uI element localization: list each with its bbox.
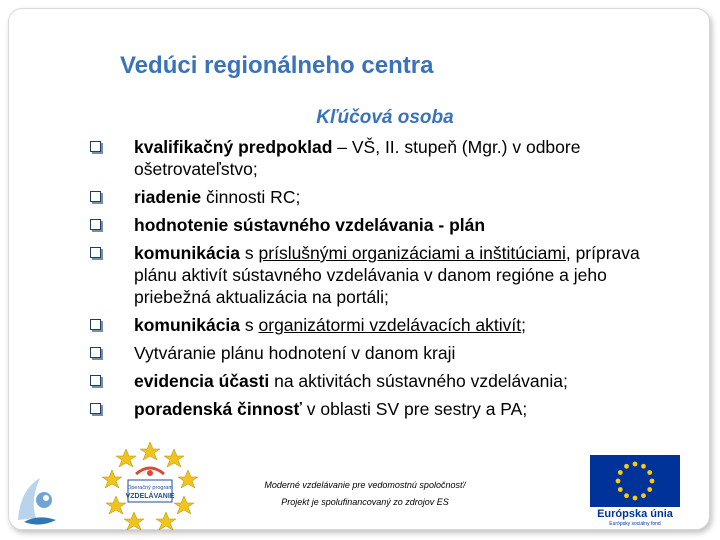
bullet-underlined-text: organizátormi vzdelávacích aktivít (258, 315, 522, 335)
bullet-item (90, 186, 670, 208)
checkbox-bullet-icon (90, 191, 101, 202)
bullet-underlined-text: príslušnými organizáciami a inštitúciami (258, 243, 566, 263)
checkbox-bullet-icon (90, 141, 101, 152)
bullet-bold-text: riadenie (134, 187, 202, 207)
bullet-text: na aktivitách sústavného vzdelávania; (269, 371, 568, 391)
bullet-item (90, 214, 670, 236)
bullet-item (90, 342, 670, 364)
bullet-bold-text: komunikácia (134, 243, 241, 263)
bullet-item (90, 242, 670, 308)
bullet-list (90, 136, 670, 426)
bullet-text: – VŠ, II. stupeň (Mgr.) v odbore ošetrovateľstvo; (134, 137, 581, 179)
checkbox-bullet-icon (90, 319, 101, 330)
bullet-item (90, 370, 670, 392)
bullet-text: činnosti RC; (201, 187, 301, 207)
eu-stars (616, 462, 655, 501)
footer-text-line1: Moderné vzdelávanie pre vedomostnú spoločnosť/ (264, 480, 466, 490)
checkbox-bullet-icon (90, 403, 101, 414)
bullet-bold-text: poradenská činnosť (134, 399, 302, 419)
footer-text-line2: Projekt je spolufinancovaný zo zdrojov ES (281, 497, 449, 507)
regional-logo-icon (10, 470, 68, 532)
bullet-text: s (240, 243, 259, 263)
eu-flag-icon (590, 455, 680, 507)
bullet-bold-text: hodnotenie sústavného vzdelávania - plán (134, 215, 486, 235)
slide-title: Vedúci regionálneho centra (120, 52, 434, 79)
eu-label: Európska únia (597, 508, 673, 520)
bullet-text: s (240, 315, 259, 335)
checkbox-bullet-icon (90, 347, 101, 358)
op-logo-line1: Operačný program (127, 485, 173, 491)
bullet-text: ; (521, 315, 527, 335)
eu-sub-label: Európsky sociálny fond (609, 521, 661, 527)
checkbox-bullet-icon (90, 247, 101, 258)
checkbox-bullet-icon (90, 375, 101, 386)
bullet-bold-text: evidencia účasti (134, 371, 270, 391)
bullet-item (90, 398, 670, 420)
bullet-text: , príprava plánu aktivít sústavného vzdelávania v danom regióne a jeho priebežná aktualizácia na portáli; (134, 243, 640, 307)
op-vzdelavanie-logo (100, 440, 200, 532)
bullet-bold-text: kvalifikačný predpoklad (134, 137, 333, 157)
bullet-text: Vytváranie plánu hodnotení v danom kraji (134, 343, 456, 363)
op-logo-line2: VZDELÁVANIE (125, 493, 175, 500)
bullet-text: v oblasti SV pre sestry a PA; (301, 399, 528, 419)
slide-subtitle: Kľúčová osoba (316, 107, 454, 128)
bullet-item (90, 314, 670, 336)
checkbox-bullet-icon (90, 219, 101, 230)
bullet-bold-text: komunikácia (134, 315, 241, 335)
bullet-item (90, 136, 670, 180)
